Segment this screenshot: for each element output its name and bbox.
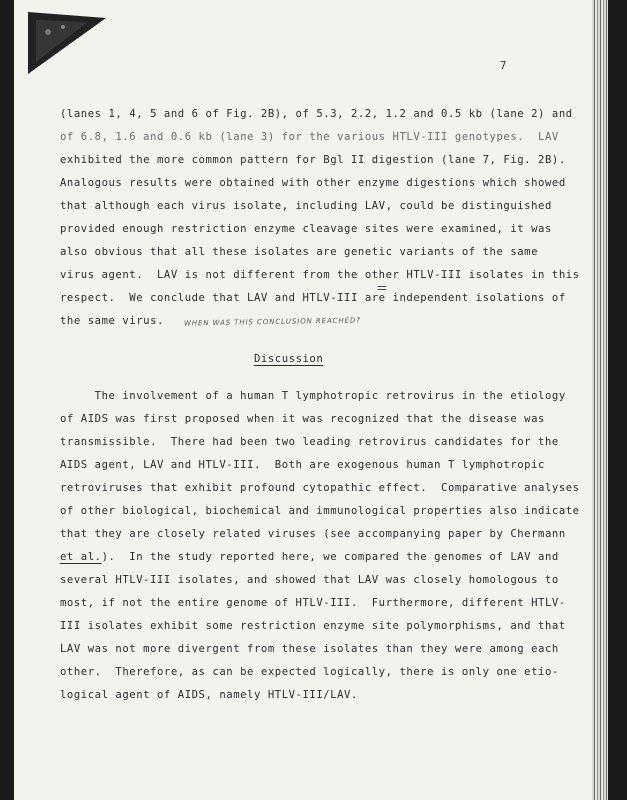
text-line: that although each virus isolate, including LAV, could be distinguished <box>60 200 552 212</box>
text-line: provided enough restriction enzyme cleavage sites were examined, it was <box>60 223 552 235</box>
text-line: the same virus. <box>60 315 164 327</box>
text-line: logical agent of AIDS, namely HTLV-III/LAV. <box>60 689 358 701</box>
section-heading: Discussion <box>254 353 324 365</box>
text-line: virus agent. LAV is not different from the other HTLV-III isolates in this <box>60 269 580 281</box>
text-line: The involvement of a human T lymphotropic retrovirus in the etiology <box>60 390 566 402</box>
text-line: of other biological, biochemical and immunological properties also indicate <box>60 505 580 517</box>
text-line: (lanes 1, 4, 5 and 6 of Fig. 2B), of 5.3, 2.2, 1.2 and 0.5 kb (lane 2) and <box>60 108 573 120</box>
text-line: other. Therefore, as can be expected logically, there is only one etio- <box>60 666 559 678</box>
text-line: retroviruses that exhibit profound cytopathic effect. Comparative analyses <box>60 482 580 494</box>
text-line: of AIDS was first proposed when it was recognized that the disease was <box>60 413 545 425</box>
text-line: several HTLV-III isolates, and showed that LAV was closely homologous to <box>60 574 559 586</box>
text-line: Analogous results were obtained with other enzyme digestions which showed <box>60 177 566 189</box>
page-number: 7 <box>500 60 507 72</box>
text-line: AIDS agent, LAV and HTLV-III. Both are exogenous human T lymphotropic <box>60 459 545 471</box>
document-page <box>14 0 608 800</box>
text-line: also obvious that all these isolates are genetic variants of the same <box>60 246 539 258</box>
page-edge <box>592 0 608 800</box>
text-line: transmissible. There had been two leading retrovirus candidates for the <box>60 436 559 448</box>
text-line: that they are closely related viruses (see accompanying paper by Chermann <box>60 528 566 540</box>
text-line: LAV was not more divergent from these isolates than they were among each <box>60 643 559 655</box>
insertion-mark <box>378 286 386 290</box>
citation-et-al: et al. <box>60 551 102 563</box>
text-line: et al.). In the study reported here, we compared the genomes of LAV and <box>60 551 559 563</box>
handwritten-annotation: WHEN WAS THIS CONCLUSION REACHED? <box>183 316 361 328</box>
text-line: exhibited the more common pattern for Bgl II digestion (lane 7, Fig. 2B). <box>60 154 566 166</box>
text-line: most, if not the entire genome of HTLV-III. Furthermore, different HTLV- <box>60 597 566 609</box>
text-line: of 6.8, 1.6 and 0.6 kb (lane 3) for the various HTLV-III genotypes. LAV <box>60 131 559 143</box>
text-line: respect. We conclude that LAV and HTLV-III are independent isolations of <box>60 292 566 304</box>
corner-fold-mark <box>28 12 108 82</box>
text-line: III isolates exhibit some restriction enzyme site polymorphisms, and that <box>60 620 566 632</box>
